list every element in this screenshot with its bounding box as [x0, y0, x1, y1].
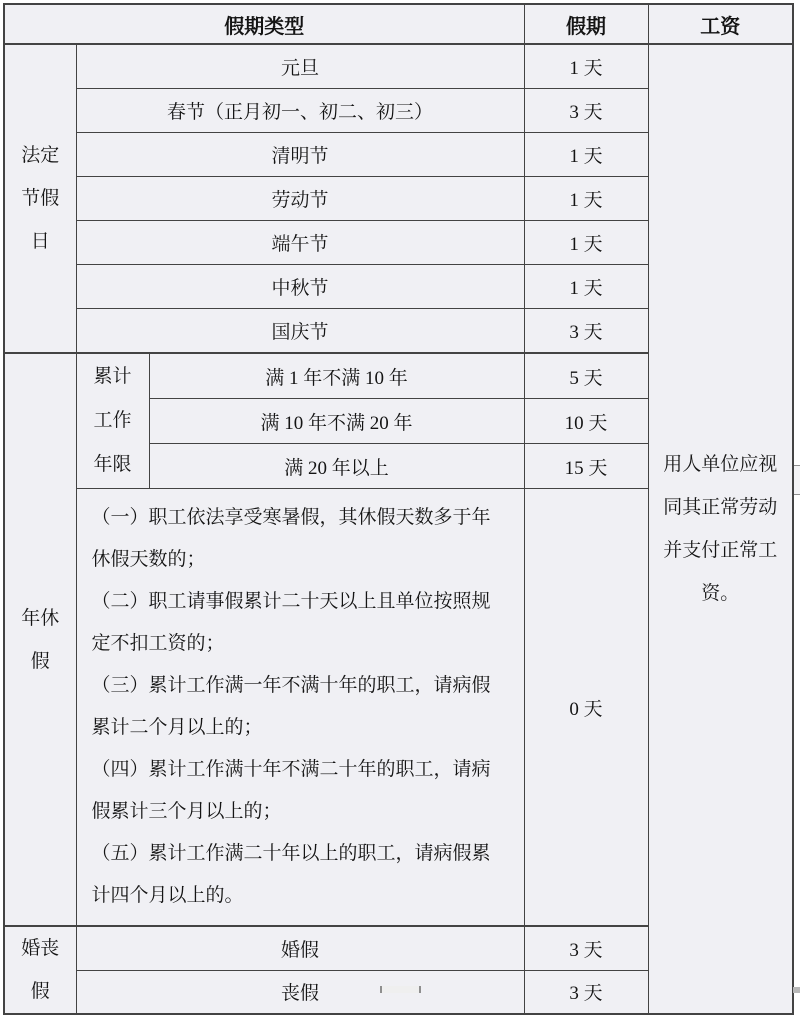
seniority-days: 15 天: [524, 444, 648, 489]
holiday-name: 春节（正月初一、初二、初三）: [76, 89, 524, 133]
wage-note: 用人单位应视同其正常劳动并支付正常工资。: [648, 44, 793, 1014]
seniority-days: 10 天: [524, 399, 648, 444]
table-row: [4, 44, 793, 89]
header-leave-type: 假期类型: [4, 4, 524, 44]
leave-name: 丧假: [76, 970, 524, 1014]
holiday-name: 元旦: [76, 44, 524, 89]
leave-days: 3 天: [524, 970, 648, 1014]
exclusion-days: 0 天: [524, 489, 648, 927]
holiday-name: 国庆节: [76, 309, 524, 354]
subgroup-cumulative-service: 累计工作年限: [76, 353, 149, 489]
holiday-days: 1 天: [524, 44, 648, 89]
clipped-corner-artifact: [793, 987, 800, 993]
leave-policy-table: [3, 3, 794, 1015]
clause-1: （一）职工依法享受寒暑假，其休假天数多于年休假天数的；: [91, 507, 491, 570]
seniority-range: 满 10 年不满 20 年: [149, 399, 524, 444]
group-marriage-funeral-leave: 婚丧假: [4, 926, 76, 1014]
holiday-days: 1 天: [524, 221, 648, 265]
annual-leave-exclusion-clauses: [76, 489, 524, 927]
clause-3: （三）累计工作满一年不满十年的职工，请病假累计二个月以上的；: [91, 675, 491, 738]
clipped-scrollbar-artifact: [794, 465, 800, 495]
clipped-bottom-handle-artifact: [380, 986, 421, 993]
holiday-name: 劳动节: [76, 177, 524, 221]
holiday-days: 1 天: [524, 265, 648, 309]
holiday-days: 3 天: [524, 89, 648, 133]
holiday-name: 清明节: [76, 133, 524, 177]
header-duration: 假期: [524, 4, 648, 44]
clause-5: （五）累计工作满二十年以上的职工，请病假累计四个月以上的。: [91, 843, 491, 906]
clause-4: （四）累计工作满十年不满二十年的职工，请病假累计三个月以上的；: [91, 759, 491, 822]
holiday-days: 1 天: [524, 177, 648, 221]
leave-name: 婚假: [76, 926, 524, 970]
holiday-days: 1 天: [524, 133, 648, 177]
group-statutory-holidays: 法定节假日: [4, 44, 76, 353]
group-annual-leave: 年休假: [4, 353, 76, 926]
holiday-name: 端午节: [76, 221, 524, 265]
table-header-row: [4, 4, 793, 44]
seniority-range: 满 20 年以上: [149, 444, 524, 489]
seniority-days: 5 天: [524, 353, 648, 399]
leave-days: 3 天: [524, 926, 648, 970]
header-wage: 工资: [648, 4, 793, 44]
seniority-range: 满 1 年不满 10 年: [149, 353, 524, 399]
holiday-days: 3 天: [524, 309, 648, 354]
clause-2: （二）职工请事假累计二十天以上且单位按照规定不扣工资的；: [91, 591, 491, 654]
holiday-name: 中秋节: [76, 265, 524, 309]
